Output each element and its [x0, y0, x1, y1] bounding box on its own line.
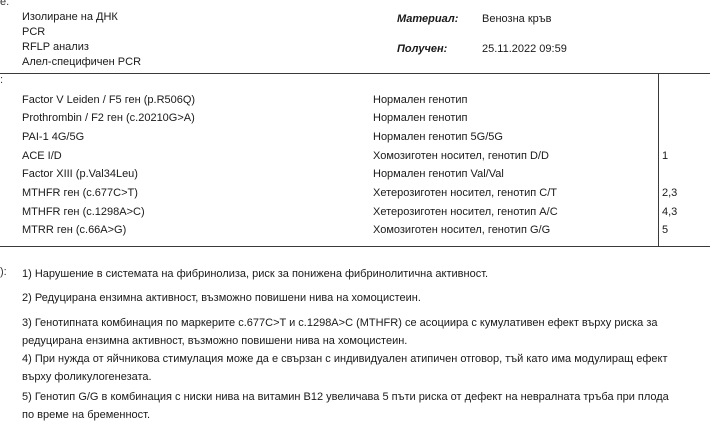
test-reference: 4,3	[662, 206, 678, 218]
test-result: Нормален генотип Val/Val	[373, 168, 504, 180]
test-result: Хомозиготен носител, генотип D/D	[373, 150, 549, 162]
note-4: 4) При нужда от яйчникова стимулация може да е свързан с индивидуален атипичен отговор, тъй като има модулиращ ефект върху фоликулогенезата.	[22, 353, 668, 383]
test-name: ACE I/D	[22, 150, 62, 162]
note-1: 1) Нарушение в системата на фибринолиза, риск за понижена фибринолитична активност.	[22, 268, 489, 280]
test-name: MTHFR ген (c.1298A>C)	[22, 206, 145, 218]
test-name: Prothrombin / F2 ген (c.20210G>A)	[22, 112, 195, 124]
cut-label-top: e.	[0, 0, 10, 8]
method-3: RFLP анализ	[22, 41, 89, 53]
test-name: MTRR ген (c.66A>G)	[22, 224, 127, 236]
method-2: PCR	[22, 26, 46, 38]
test-name: MTHFR ген (c.677C>T)	[22, 187, 138, 199]
reference-column-divider	[658, 73, 659, 246]
test-result: Нормален генотип	[373, 94, 468, 106]
test-reference: 5	[662, 224, 669, 236]
test-reference: 2,3	[662, 187, 678, 199]
test-reference: 1	[662, 150, 669, 162]
test-result: Нормален генотип 5G/5G	[373, 131, 503, 143]
notes-cut-label: ):	[0, 266, 7, 278]
received-label: Получен:	[397, 43, 448, 55]
material-label: Материал:	[397, 13, 459, 25]
test-result: Нормален генотип	[373, 112, 468, 124]
method-4: Алел-специфичен PCR	[22, 56, 142, 68]
received-date: 25.11.2022 09:59	[482, 43, 567, 55]
note-5: 5) Генотип G/G в комбинация с ниски нива на витамин B12 увеличава 5 пъти риска от дефект на невралната тръба при плода по време на бременност.	[22, 391, 669, 421]
test-result: Хомозиготен носител, генотип G/G	[373, 224, 551, 236]
results-bottom-rule	[0, 246, 710, 247]
method-1: Изолиране на ДНК	[22, 11, 118, 23]
test-result: Хетерозиготен носител, генотип A/C	[373, 206, 558, 218]
test-name: Factor XIII (p.Val34Leu)	[22, 168, 138, 180]
material-value: Венозна кръв	[482, 13, 552, 25]
results-top-rule	[0, 73, 710, 74]
note-2: 2) Редуцирана ензимна активност, възможно повишени нива на хомоцистеин.	[22, 292, 421, 304]
results-cut-label: :	[0, 74, 4, 86]
test-result: Хетерозиготен носител, генотип C/T	[373, 187, 558, 199]
note-3: 3) Генотипната комбинация по маркерите c.677C>T и c.1298A>C (MTHFR) се асоциира с кумулативен ефект върху риска за редуцирана ензимна активност, възможно повишени нива на хомоцистеин.	[22, 317, 658, 347]
test-name: PAI-1 4G/5G	[22, 131, 85, 143]
test-name: Factor V Leiden / F5 ген (p.R506Q)	[22, 94, 196, 106]
